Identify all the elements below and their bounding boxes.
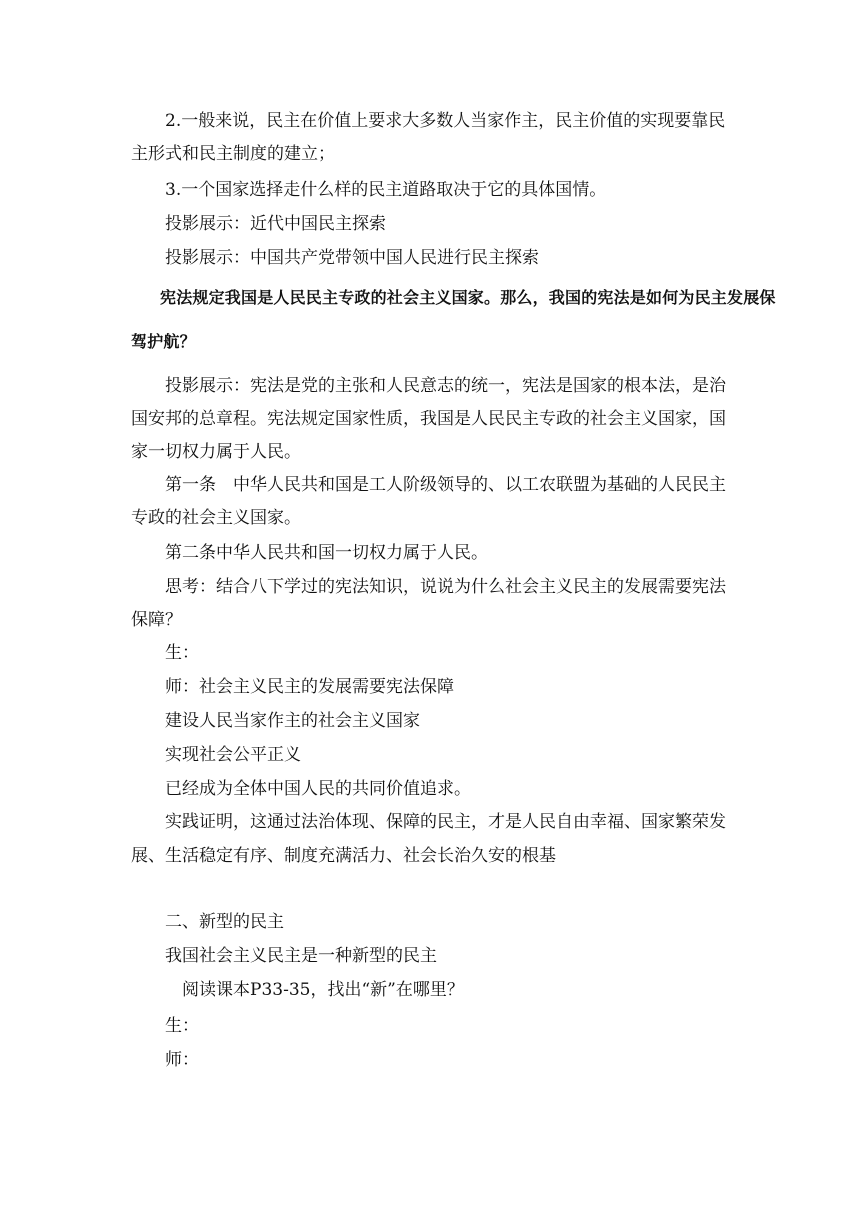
text-line: 实践证明，这通过法治体现、保障的民主，才是人民自由幸福、国家繁荣发 [165, 812, 726, 832]
text-line: 生： [165, 643, 199, 663]
text-line: 阅读课本P33-35，找出“新”在哪里？ [182, 980, 464, 1000]
text-line: 已经成为全体中国人民的共同价值追求。 [165, 779, 471, 799]
bold-question-line: 宪法规定我国是人民民主专政的社会主义国家。那么，我国的宪法是如何为民主发展保 [160, 288, 776, 307]
section-heading: 二、新型的民主 [165, 912, 284, 932]
text-line: 投影展示：近代中国民主探索 [165, 214, 386, 234]
text-line: 第一条 中华人民共和国是工人阶级领导的、以工农联盟为基础的人民民主 [165, 475, 726, 495]
text-line: 2.一般来说，民主在价值上要求大多数人当家作主，民主价值的实现要靠民 [165, 111, 726, 131]
text-line: 展、生活稳定有序、制度充满活力、社会长治久安的根基 [131, 846, 556, 866]
text-line: 我国社会主义民主是一种新型的民主 [165, 946, 437, 966]
text-line: 建设人民当家作主的社会主义国家 [165, 711, 420, 731]
text-line: 国安邦的总章程。宪法规定国家性质，我国是人民民主专政的社会主义国家，国 [131, 409, 726, 429]
text-line: 生： [165, 1016, 199, 1036]
text-line: 投影展示：宪法是党的主张和人民意志的统一，宪法是国家的根本法，是治 [165, 376, 726, 396]
text-line: 投影展示：中国共产党带领中国人民进行民主探索 [165, 248, 539, 268]
text-line: 思考：结合八下学过的宪法知识，说说为什么社会主义民主的发展需要宪法 [165, 577, 726, 597]
text-line: 第二条中华人民共和国一切权力属于人民。 [165, 543, 488, 563]
text-line: 家一切权力属于人民。 [131, 442, 301, 462]
text-line: 3.一个国家选择走什么样的民主道路取决于它的具体国情。 [165, 180, 607, 200]
text-line: 专政的社会主义国家。 [131, 508, 301, 528]
text-line: 主形式和民主制度的建立； [131, 144, 335, 164]
text-line: 实现社会公平正义 [165, 745, 301, 765]
text-line: 保障？ [131, 610, 182, 630]
bold-question-line: 驾护航？ [131, 332, 196, 351]
text-line: 师：社会主义民主的发展需要宪法保障 [165, 677, 454, 697]
text-line: 师： [165, 1050, 199, 1070]
